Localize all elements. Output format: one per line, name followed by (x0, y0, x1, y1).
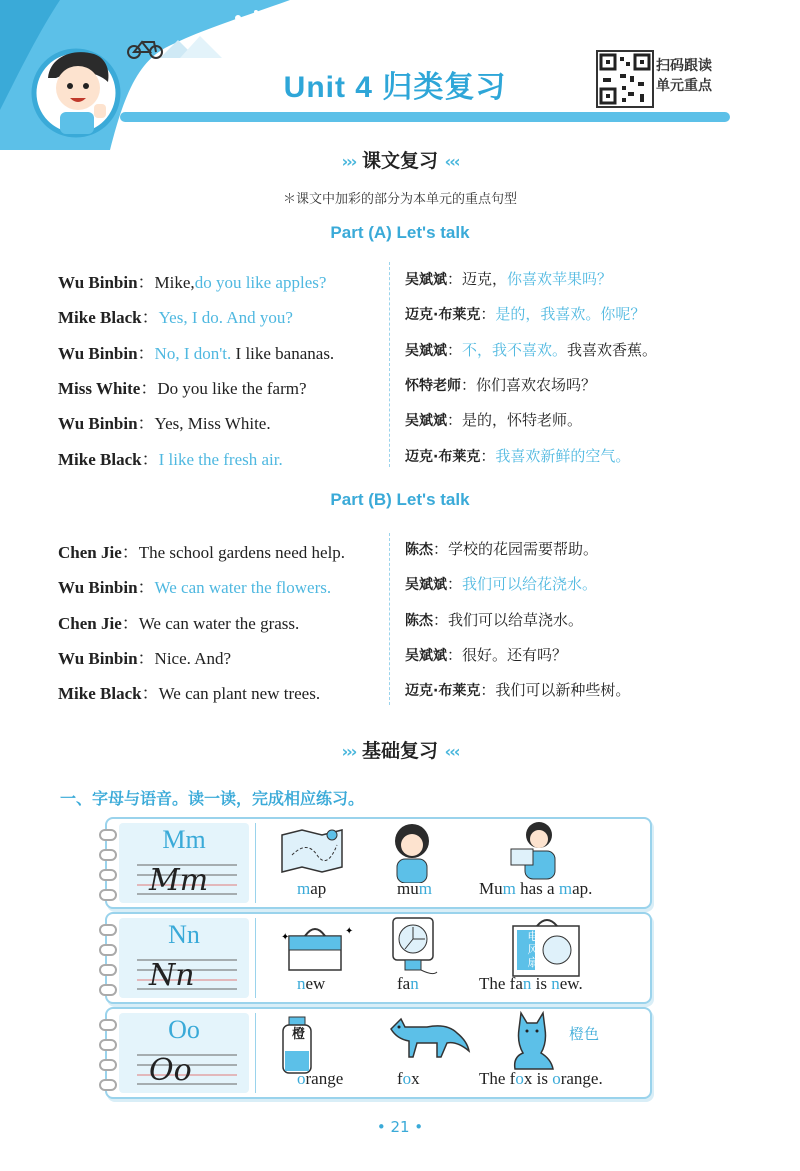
chinese-line: 吴斌斌：很好。还有吗？ (405, 645, 568, 664)
english-text: Yes, Miss White. (154, 414, 271, 434)
sentence-sound-1: n (522, 974, 532, 993)
chinese-line: 吴斌斌：我们可以给花浇水。 (405, 575, 598, 594)
new-box-illustration (277, 920, 357, 974)
dialogue-row (0, 268, 800, 298)
keyword-2-post: x (411, 1069, 420, 1088)
dialogue-row (0, 409, 800, 439)
speaker-name: Wu Binbin (58, 648, 138, 668)
binder-ring-icon (99, 1079, 117, 1091)
chinese-speaker-name: 吴斌斌 (405, 342, 447, 359)
chinese-speaker-name: 吴斌斌 (405, 647, 447, 664)
dialogue-row (0, 538, 800, 568)
card-divider (255, 918, 256, 998)
keyword-1 (297, 879, 326, 899)
speaker-name: Mike Black (58, 308, 142, 328)
dialogue-row (0, 339, 800, 369)
english-line: Mike Black：Yes, I do. And you? (58, 308, 293, 328)
binder-ring-icon (99, 829, 117, 841)
box-label-1: 电 (527, 930, 539, 943)
letter-handwriting: Mm (149, 863, 209, 898)
qr-code-icon[interactable] (596, 50, 654, 108)
part-a-title: Part (A) Let's talk (330, 223, 470, 242)
chinese-speaker-name: 迈克·布莱克 (405, 448, 481, 465)
illustration (387, 821, 437, 887)
speaker-name: Wu Binbin (58, 414, 138, 434)
keyword-1-sound: o (297, 1069, 306, 1088)
speaker-name: Chen Jie (58, 543, 122, 562)
unit-title: Unit 4 归类复习 (283, 71, 507, 104)
keyword-2 (397, 1069, 420, 1089)
english-line: Wu Binbin：No, I don't. I like bananas. (58, 343, 335, 363)
english-text: Do you like the farm? (157, 378, 307, 398)
example-sentence (479, 974, 583, 994)
sentence-part: has a (515, 879, 559, 898)
english-line: Chen Jie：We can water the grass. (58, 613, 300, 633)
english-line: Mike Black：We can plant new trees. (58, 684, 321, 704)
illustration (277, 825, 347, 879)
speaker-name: Mike Black (58, 684, 142, 704)
sentence-sound-2: o (552, 1069, 561, 1088)
english-key-sentence: Yes, I do. And you? (158, 308, 293, 328)
color-note: 橙色 (569, 1025, 600, 1043)
mum-reading-map-illustration (507, 819, 567, 881)
sentence-part: is (531, 974, 552, 993)
dialogue-row (0, 374, 800, 404)
part-b-title: Part (B) Let's talk (330, 490, 470, 509)
english-key-sentence: No, I don't. (154, 343, 232, 363)
chinese-speaker-name: 迈克·布莱克 (405, 683, 481, 700)
english-line: Miss White：Do you like the farm? (58, 378, 307, 398)
english-key-sentence: We can water the flowers. (154, 578, 332, 598)
keyword-1-sound: m (297, 879, 311, 898)
letter-print: Mm (162, 825, 206, 854)
keyword-2-pre: fa (397, 974, 411, 993)
sitting-fox-illustration (507, 1009, 557, 1071)
keyword-1 (297, 974, 325, 994)
letter-cell (119, 823, 249, 903)
binder-ring-icon (99, 889, 117, 901)
english-text: Mike, (154, 273, 195, 292)
keyword-1 (297, 1069, 343, 1089)
chinese-speaker-name: 吴斌斌 (405, 272, 447, 288)
illustration (277, 920, 357, 978)
keyword-2 (397, 879, 432, 899)
speaker-name: Mike Black (58, 449, 142, 469)
binder-ring-icon (99, 849, 117, 861)
letter-cell (119, 918, 249, 998)
letter-card (105, 912, 652, 1004)
keyword-2-sound: n (410, 974, 419, 993)
fan-in-box-illustration (507, 914, 585, 978)
sentence-part: The f (479, 1069, 516, 1088)
sentence-sound-1: o (515, 1069, 524, 1088)
binder-ring-icon (99, 1059, 117, 1071)
english-line: Wu Binbin：Mike,do you like apples? (58, 273, 327, 292)
english-line: Wu Binbin：Nice. And? (58, 648, 232, 668)
chinese-speaker-name: 吴斌斌 (405, 577, 447, 594)
chinese-key-sentence: 不，我不喜欢。 (462, 340, 568, 359)
illustration (507, 1009, 557, 1075)
english-line: Wu Binbin：We can water the flowers. (58, 578, 332, 598)
chinese-line: 陈杰：我们可以给草浇水。 (405, 610, 584, 629)
mum-illustration (387, 821, 437, 883)
svg-text:✦: ✦ (281, 932, 290, 943)
qr-label-line2: 单元重点 (656, 78, 712, 94)
chinese-key-sentence: 我喜欢新鲜的空气。 (495, 446, 631, 465)
card-divider (255, 823, 256, 903)
illustration (507, 914, 585, 982)
letter-handwriting: Oo (149, 1053, 192, 1088)
card-divider (255, 1013, 256, 1093)
english-key-sentence: I like the fresh air. (158, 449, 283, 469)
letter-print: Oo (168, 1015, 200, 1044)
letter-print: Nn (168, 920, 200, 949)
binder-ring-icon (99, 944, 117, 956)
chinese-text: 迈克， (462, 270, 508, 288)
exercise-title: 一、字母与语音。读一读，完成相应练习。 (60, 789, 365, 808)
keyword-1-post: range (305, 1069, 344, 1088)
text-review-title-text: 课文复习 (361, 150, 438, 172)
speaker-name: Miss White (58, 378, 141, 398)
example-sentence (479, 1069, 603, 1089)
english-line: Mike Black：I like the fresh air. (58, 449, 283, 469)
sentence-part: The fa (479, 974, 523, 993)
bicycle-icon (126, 38, 164, 60)
english-text: Nice. And? (154, 648, 232, 668)
basics-review-title: ››› 基础复习 ‹‹‹ (341, 740, 459, 762)
keyword-1-post: ew (305, 974, 326, 993)
keyword-2-pre: f (397, 1069, 403, 1088)
text-review-title: ››› 课文复习 ‹‹‹ (341, 150, 459, 172)
sentence-sound-2: m (558, 879, 573, 898)
keyword-2-sound: o (402, 1069, 412, 1088)
sentence-part: range. (560, 1069, 603, 1088)
letter-cell (119, 1013, 249, 1093)
binder-ring-icon (99, 984, 117, 996)
chinese-line: 吴斌斌：迈克，你喜欢苹果吗？ (405, 270, 613, 288)
binder-ring-icon (99, 869, 117, 881)
highlight-note: ＊课文中加彩的部分为本单元的重点句型 (282, 192, 517, 207)
chinese-text: 很好。还有吗？ (462, 645, 568, 664)
box-label (525, 930, 541, 969)
chinese-line: 迈克·布莱克：是的，我喜欢。你呢？ (405, 305, 646, 324)
binder-ring-icon (99, 1039, 117, 1051)
chinese-key-sentence: 我们可以给花浇水。 (462, 575, 598, 594)
qr-label-line1: 扫码跟读 (656, 58, 712, 74)
keyword-1-sound: n (297, 974, 306, 993)
keyword-2-pre: mu (397, 879, 419, 898)
basics-review-title-text: 基础复习 (361, 740, 438, 762)
sentence-sound-1: m (502, 879, 516, 898)
dialogue-row (0, 303, 800, 333)
english-line: Chen Jie：The school gardens need help. (58, 543, 346, 562)
speaker-name: Wu Binbin (58, 578, 138, 598)
chinese-line: 吴斌斌：是的，怀特老师。 (405, 411, 583, 430)
english-text: The school gardens need help. (138, 543, 346, 562)
chinese-speaker-name: 怀特老师 (405, 377, 461, 394)
chinese-line: 怀特老师：你们喜欢农场吗？ (405, 375, 597, 394)
chinese-line: 迈克·布莱克：我们可以新种些树。 (405, 681, 631, 700)
chinese-line: 迈克·布莱克：我喜欢新鲜的空气。 (405, 446, 631, 465)
speaker-name: Wu Binbin (58, 343, 138, 363)
chinese-line: 吴斌斌：不，我不喜欢。我喜欢香蕉。 (405, 340, 658, 359)
letter-handwriting: Nn (149, 958, 195, 993)
svg-text:✦: ✦ (345, 926, 354, 937)
keyword-2-sound: m (418, 879, 432, 898)
chinese-speaker-name: 陈杰 (405, 542, 433, 558)
english-text-tail: I like bananas. (231, 343, 335, 363)
speaker-name: Wu Binbin (58, 273, 138, 292)
dialogue-row (0, 445, 800, 475)
page-number: • 21 • (376, 1118, 424, 1136)
sentence-part: Mu (479, 879, 503, 898)
box-label-2: 风 (527, 943, 539, 956)
map-illustration (277, 825, 347, 875)
boy-mascot-illustration (26, 38, 126, 138)
binder-ring-icon (99, 1019, 117, 1031)
chinese-text-tail: 我喜欢香蕉。 (567, 340, 658, 359)
sentence-part: ew. (559, 974, 583, 993)
dialogue-row (0, 679, 800, 709)
dialogue-row (0, 573, 800, 603)
bottle-label: 橙 (292, 1027, 306, 1042)
chinese-text: 学校的花园需要帮助。 (448, 540, 599, 558)
chinese-text: 是的，怀特老师。 (462, 411, 583, 430)
box-label-3: 扇 (527, 956, 539, 969)
chinese-text: 我们可以给草浇水。 (448, 610, 584, 629)
dialogue-row (0, 644, 800, 674)
chinese-key-sentence: 你喜欢苹果吗？ (507, 270, 613, 288)
sentence-part: ap. (572, 879, 593, 898)
example-sentence (479, 879, 592, 899)
chinese-text: 你们喜欢农场吗？ (476, 375, 597, 394)
chinese-text: 我们可以新种些树。 (495, 681, 631, 700)
sentence-part: x is (523, 1069, 553, 1088)
letter-card (105, 817, 652, 909)
sentence-sound-2: n (551, 974, 560, 993)
dialogue-row (0, 609, 800, 639)
chinese-speaker-name: 迈克·布莱克 (405, 307, 481, 324)
english-key-sentence: do you like apples? (194, 273, 327, 292)
letter-card (105, 1007, 652, 1099)
speaker-name: Chen Jie (58, 613, 122, 633)
english-text: We can water the grass. (138, 613, 300, 633)
chinese-key-sentence: 是的，我喜欢。你呢？ (495, 305, 646, 324)
illustration (507, 819, 567, 885)
binder-ring-icon (99, 964, 117, 976)
qr-label (656, 56, 728, 96)
chinese-speaker-name: 吴斌斌 (405, 413, 447, 430)
binder-ring-icon (99, 924, 117, 936)
keyword-2 (397, 974, 419, 994)
chinese-speaker-name: 陈杰 (405, 612, 433, 629)
english-line: Wu Binbin：Yes, Miss White. (58, 414, 271, 434)
fan-illustration (387, 916, 441, 980)
fox-illustration (387, 1011, 471, 1061)
english-text: We can plant new trees. (158, 684, 321, 704)
illustration (387, 1011, 471, 1065)
chinese-line: 陈杰：学校的花园需要帮助。 (405, 540, 599, 558)
keyword-1-post: ap (310, 879, 327, 898)
